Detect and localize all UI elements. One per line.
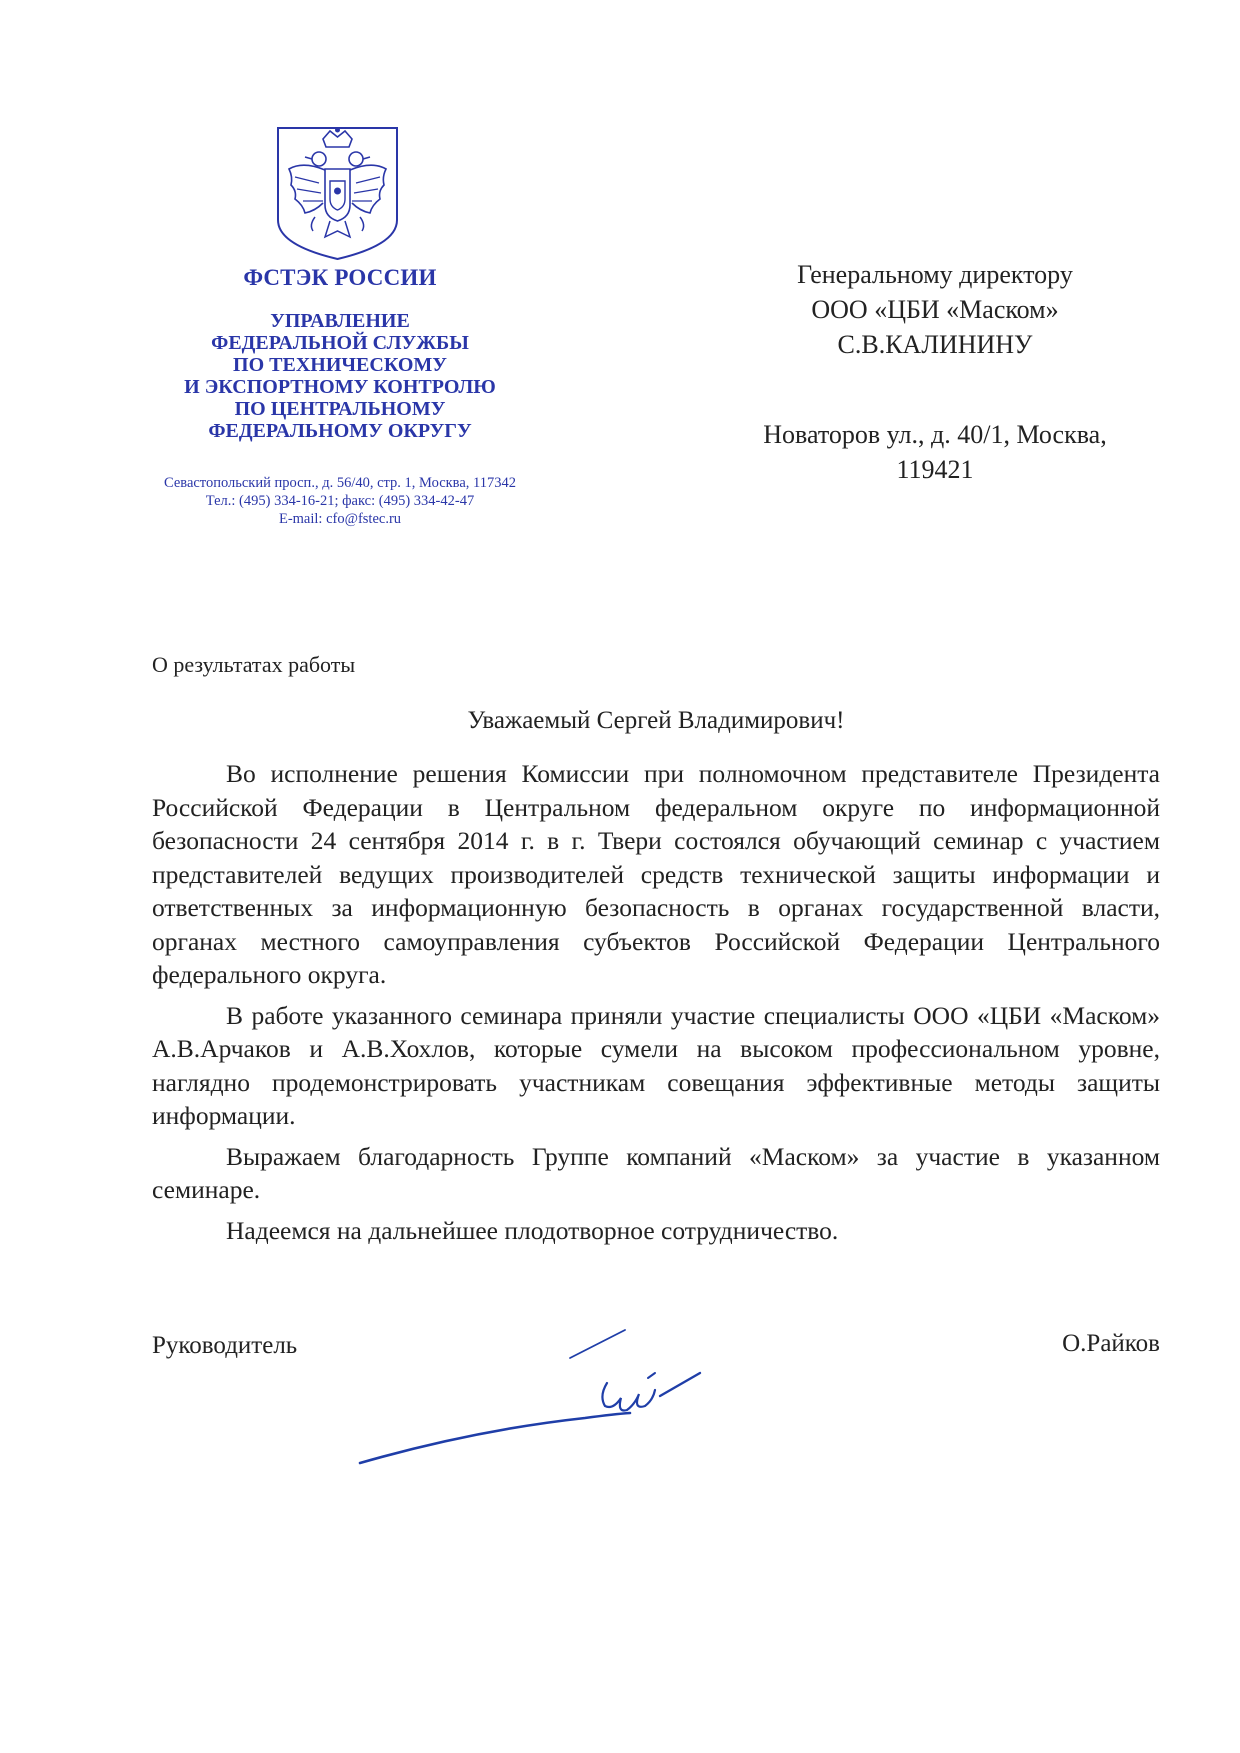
agency-phone: Тел.: (495) 334-16-21; факс: (495) 334-42-47 xyxy=(205,493,475,509)
agency-name: ФСТЭК РОССИИ xyxy=(243,265,437,290)
signer-title: Руководитель xyxy=(152,1332,298,1359)
addressee-position: Генеральному директору xyxy=(797,260,1073,289)
department-line: ФЕДЕРАЛЬНОЙ СЛУЖБЫ xyxy=(211,332,469,354)
coat-of-arms-icon xyxy=(275,125,400,262)
department-line: ПО ЦЕНТРАЛЬНОМУ xyxy=(234,398,446,420)
addressee-address xyxy=(700,417,1170,487)
department-name xyxy=(110,310,570,442)
agency-email: E-mail: cfo@fstec.ru xyxy=(278,511,402,527)
department-line: И ЭКСПОРТНОМУ КОНТРОЛЮ xyxy=(184,376,496,398)
signer-name: О.Райков xyxy=(1062,1330,1160,1357)
addressee-block xyxy=(700,257,1170,362)
agency-address: Севастопольский просп., д. 56/40, стр. 1, Москва, 117342 xyxy=(164,475,516,491)
addressee-address-line: Новаторов ул., д. 40/1, Москва, xyxy=(763,420,1107,449)
letter-greeting: Уважаемый Сергей Владимирович! xyxy=(467,707,845,734)
body-paragraph: Во исполнение решения Комиссии при полномочном представителе Президента Российской Федерации в Центральном федеральном округе по информационной безопасности 24 сентября 2014 г. в г. Твери состоялся обучающий семинар с участием представителей ведущих производителей средств технической защиты информации и ответственных за информационную безопасность в органах государственной власти, органах местного самоуправления субъектов Российской Федерации Центрального федерального округа. xyxy=(152,759,1160,989)
department-line: ФЕДЕРАЛЬНОМУ ОКРУГУ xyxy=(208,420,472,442)
agency-contacts xyxy=(100,474,580,528)
body-paragraph: Выражаем благодарность Группе компаний «Маском» за участие в указанном семинаре. xyxy=(152,1141,1160,1204)
addressee-name: С.В.КАЛИНИНУ xyxy=(837,330,1033,359)
department-line: ПО ТЕХНИЧЕСКОМУ xyxy=(233,354,447,376)
body-paragraph: Надеемся на дальнейшее плодотворное сотрудничество. xyxy=(226,1215,839,1245)
addressee-company: ООО «ЦБИ «Маском» xyxy=(811,295,1059,324)
handwritten-signature-icon xyxy=(355,1318,745,1468)
body-paragraph: В работе указанного семинара приняли участие специалисты ООО «ЦБИ «Маском» А.В.Арчаков и А.В.Хохлов, которые сумели на высоком профессиональном уровне, наглядно продемонстрировать участникам совещания эффективные методы защиты информации. xyxy=(152,1000,1160,1130)
addressee-postcode: 119421 xyxy=(896,455,974,484)
letter-subject: О результатах работы xyxy=(152,652,356,677)
department-line: УПРАВЛЕНИЕ xyxy=(270,310,410,332)
letter-body xyxy=(152,757,1160,1254)
